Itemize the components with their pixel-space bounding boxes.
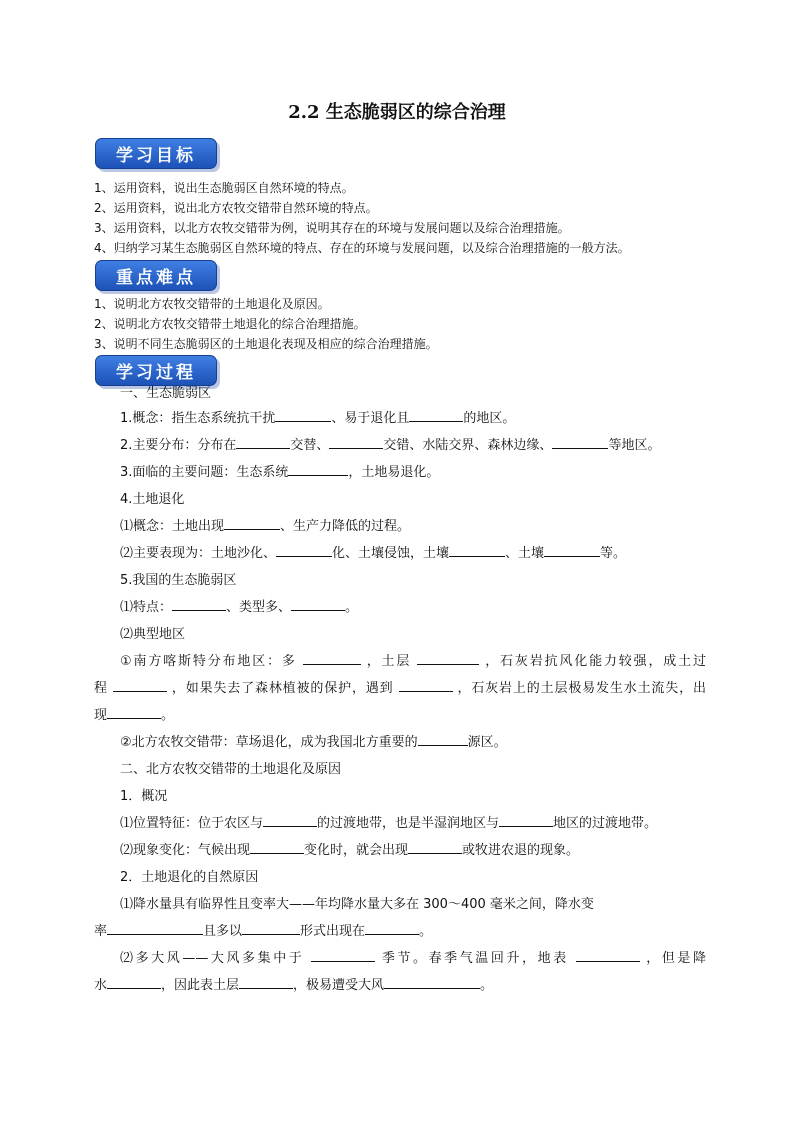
fill-blank[interactable]	[288, 462, 348, 476]
text-line: 2．土地退化的自然原因	[120, 870, 259, 885]
fill-blank[interactable]	[399, 678, 453, 692]
list-item: 3、说明不同生态脆弱区的土地退化表现及相应的综合治理措施。	[94, 337, 438, 351]
objectives-list	[94, 178, 630, 258]
fill-blank[interactable]	[263, 813, 317, 827]
fill-blank[interactable]	[291, 597, 345, 611]
fill-blank[interactable]	[107, 921, 203, 935]
fill-blank[interactable]	[242, 921, 300, 935]
fill-blank[interactable]	[107, 975, 161, 989]
key-points-list	[94, 294, 438, 354]
fill-line: ②北方农牧交错带：草场退化，成为我国北方重要的 源区。	[94, 729, 706, 756]
text-line: ⑴降水量具有临界性且变率大——年均降水量大多在 300～400 毫米之间，降水变	[120, 897, 594, 912]
fill-blank[interactable]	[409, 408, 463, 422]
fill-blank[interactable]	[107, 705, 161, 719]
fill-line: 率 且多以 形式出现在 。	[94, 918, 706, 945]
fill-line: ⑴特点： 、类型多、 。	[94, 594, 706, 621]
fill-blank[interactable]	[576, 948, 640, 962]
key-points-banner: 重点难点	[95, 260, 217, 291]
fill-line: 3.面临的主要问题：生态系统 ，土地易退化。	[94, 459, 706, 486]
fill-blank[interactable]	[113, 678, 167, 692]
fill-line: 程 ，如果失去了森林植被的保护，遇到 ，石灰岩上的土层极易发生水土流失，出	[94, 675, 706, 702]
fill-line: 水 ，因此表土层 ，极易遭受大风 。	[94, 972, 706, 999]
process-body	[94, 383, 706, 999]
process-banner: 学习过程	[95, 355, 217, 386]
fill-blank[interactable]	[250, 840, 304, 854]
fill-blank[interactable]	[417, 651, 479, 665]
fill-blank[interactable]	[544, 543, 600, 557]
fill-line: ⑵多大风——大风多集中于 季节。春季气温回升，地表 ，但是降	[94, 945, 706, 972]
text-line: 5.我国的生态脆弱区	[120, 573, 237, 588]
fill-blank[interactable]	[303, 651, 361, 665]
fill-blank[interactable]	[418, 732, 468, 746]
fill-blank[interactable]	[276, 543, 332, 557]
fill-blank[interactable]	[449, 543, 505, 557]
list-item: 1、说明北方农牧交错带的土地退化及原因。	[94, 297, 330, 311]
list-item: 3、运用资料，以北方农牧交错带为例，说明其存在的环境与发展问题以及综合治理措施。	[94, 221, 570, 235]
fill-blank[interactable]	[236, 435, 290, 449]
fill-blank[interactable]	[384, 975, 480, 989]
text-line: 4.土地退化	[120, 492, 185, 507]
section-heading: 二、北方农牧交错带的土地退化及原因	[120, 762, 342, 777]
text-line: ⑵典型地区	[120, 627, 186, 642]
fill-line: 1.概念：指生态系统抗干扰 、易于退化且 的地区。	[94, 405, 706, 432]
list-item: 2、运用资料，说出北方农牧交错带自然环境的特点。	[94, 201, 378, 215]
fill-line: ⑵主要表现为：土地沙化、 化、土壤侵蚀，土壤 、土壤 等。	[94, 540, 706, 567]
fill-line: 2.主要分布：分布在 交替、 交错、水陆交界、森林边缘、 等地区。	[94, 432, 706, 459]
fill-blank[interactable]	[275, 408, 331, 422]
fill-blank[interactable]	[552, 435, 608, 449]
fill-line: ⑴位置特征：位于农区与 的过渡地带，也是半湿润地区与 地区的过渡地带。	[94, 810, 706, 837]
text-line: 1．概况	[120, 789, 168, 804]
list-item: 2、说明北方农牧交错带土地退化的综合治理措施。	[94, 317, 366, 331]
fill-blank[interactable]	[172, 597, 226, 611]
fill-blank[interactable]	[408, 840, 462, 854]
list-item: 4、归纳学习某生态脆弱区自然环境的特点、存在的环境与发展问题，以及综合治理措施的一般方法。	[94, 241, 630, 255]
fill-blank[interactable]	[311, 948, 375, 962]
fill-blank[interactable]	[365, 921, 419, 935]
section-heading: 一、生态脆弱区	[120, 386, 212, 401]
objectives-banner: 学习目标	[95, 138, 217, 169]
fill-line: ⑵现象变化：气候出现 变化时，就会出现 或牧进农退的现象。	[94, 837, 706, 864]
list-item: 1、运用资料，说出生态脆弱区自然环境的特点。	[94, 181, 354, 195]
fill-line: ⑴概念：土地出现 、生产力降低的过程。	[94, 513, 706, 540]
fill-blank[interactable]	[329, 435, 383, 449]
fill-line: ①南方喀斯特分布地区：多 ，土层 ，石灰岩抗风化能力较强，成土过	[94, 648, 706, 675]
fill-blank[interactable]	[239, 975, 293, 989]
fill-line: 现 。	[94, 702, 706, 729]
fill-blank[interactable]	[224, 516, 280, 530]
fill-blank[interactable]	[499, 813, 553, 827]
page-title: 2.2 生态脆弱区的综合治理	[288, 102, 506, 123]
